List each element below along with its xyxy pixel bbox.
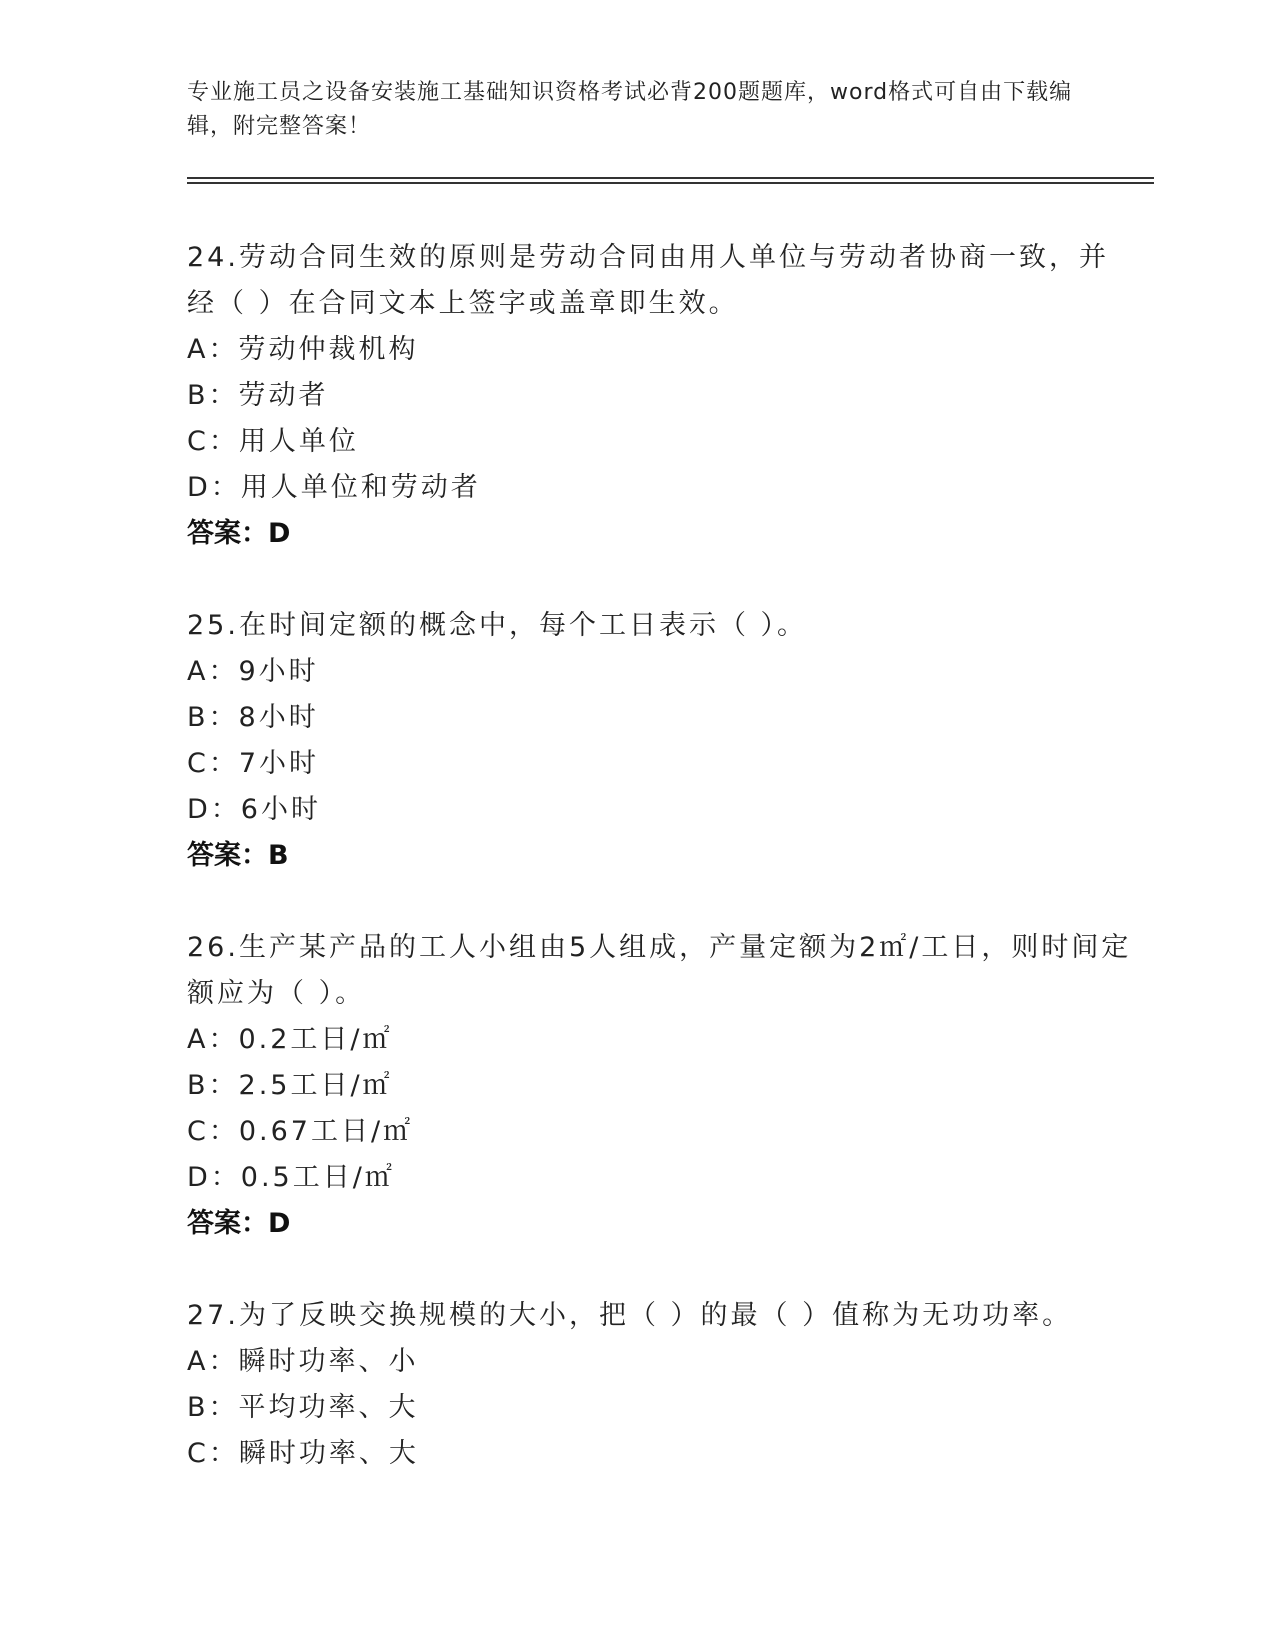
- question-24: [187, 235, 1137, 557]
- header-divider-bottom: [187, 182, 1154, 184]
- question-27: [187, 1293, 1137, 1477]
- question-text: 25.在时间定额的概念中，每个工日表示（ ）。: [187, 610, 808, 641]
- document-title: 专业施工员之设备安装施工基础知识资格考试必背200题题库，word格式可自由下载编辑，附完整答案！: [187, 80, 1073, 139]
- answer: 答案：B: [187, 840, 289, 871]
- option-b: B：劳动者: [187, 380, 329, 411]
- question-25: [187, 603, 1137, 879]
- question-26: [187, 925, 1137, 1247]
- option-a: A：瞬时功率、小: [187, 1346, 419, 1377]
- option-c: C：用人单位: [187, 426, 359, 457]
- question-text: 24.劳动合同生效的原则是劳动合同由用人单位与劳动者协商一致，并经（ ）在合同文本上签字或盖章即生效。: [187, 242, 1109, 319]
- document-header: [187, 76, 1087, 144]
- option-b: B：8小时: [187, 702, 319, 733]
- option-c: C：0.67工日/㎡: [187, 1116, 414, 1147]
- option-b: B：平均功率、大: [187, 1392, 419, 1423]
- option-c: C：瞬时功率、大: [187, 1438, 419, 1469]
- option-d: D：0.5工日/㎡: [187, 1162, 395, 1193]
- option-a: A：9小时: [187, 656, 319, 687]
- option-d: D：6小时: [187, 794, 321, 825]
- option-b: B：2.5工日/㎡: [187, 1070, 393, 1101]
- question-text: 27.为了反映交换规模的大小，把（ ）的最（ ）值称为无功功率。: [187, 1300, 1073, 1331]
- option-c: C：7小时: [187, 748, 320, 779]
- answer: 答案：D: [187, 1208, 291, 1239]
- question-list: [187, 235, 1137, 1523]
- option-d: D：用人单位和劳动者: [187, 472, 481, 503]
- answer: 答案：D: [187, 518, 291, 549]
- question-text: 26.生产某产品的工人小组由5人组成，产量定额为2㎡/工日，则时间定额应为（ ）。: [187, 932, 1132, 1009]
- option-a: A：0.2工日/㎡: [187, 1024, 393, 1055]
- header-divider-top: [187, 177, 1154, 179]
- option-a: A：劳动仲裁机构: [187, 334, 419, 365]
